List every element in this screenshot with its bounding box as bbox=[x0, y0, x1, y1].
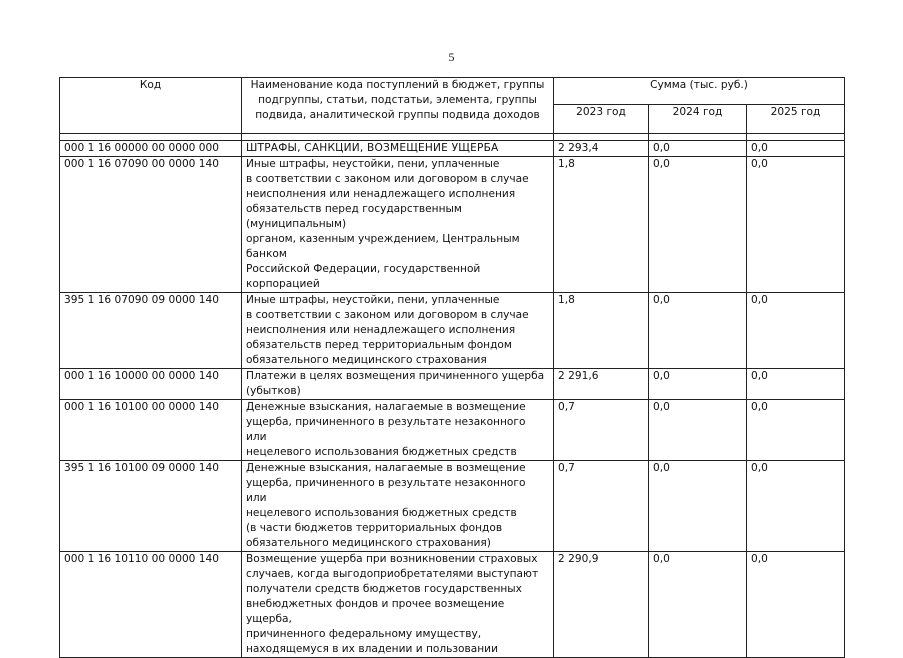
row-2024: 0,0 bbox=[649, 293, 747, 369]
row-2023: 2 293,4 bbox=[554, 141, 649, 157]
row-2024: 0,0 bbox=[649, 157, 747, 293]
row-2025: 0,0 bbox=[747, 369, 845, 400]
table-row bbox=[60, 293, 845, 369]
row-name: Иные штрафы, неустойки, пени, уплаченные в соответствии с законом или договором в случае неисполнения или ненадлежащего исполнения обязательств перед государственным (муниципальным) органом, казенным учреждением, Центральным банком Российской Федерации, государственной корпорацией bbox=[242, 157, 554, 293]
row-code: 000 1 16 07090 00 0000 140 bbox=[60, 157, 242, 293]
header-year-2023: 2023 год bbox=[554, 105, 649, 134]
row-2025: 0,0 bbox=[747, 552, 845, 658]
table-row bbox=[60, 157, 845, 293]
row-code: 000 1 16 10000 00 0000 140 bbox=[60, 369, 242, 400]
row-code: 000 1 16 10100 00 0000 140 bbox=[60, 400, 242, 461]
table-row bbox=[60, 461, 845, 552]
row-2025: 0,0 bbox=[747, 293, 845, 369]
table-row bbox=[60, 141, 845, 157]
row-2025: 0,0 bbox=[747, 157, 845, 293]
header-code: Код bbox=[60, 78, 242, 134]
row-2024: 0,0 bbox=[649, 461, 747, 552]
row-2024: 0,0 bbox=[649, 552, 747, 658]
table-row bbox=[60, 400, 845, 461]
row-2024: 0,0 bbox=[649, 400, 747, 461]
row-2023: 2 291,6 bbox=[554, 369, 649, 400]
revenue-table bbox=[59, 77, 845, 658]
row-2023: 2 290,9 bbox=[554, 552, 649, 658]
header-sum: Сумма (тыс. руб.) bbox=[554, 78, 845, 105]
header-row bbox=[60, 78, 845, 105]
row-2025: 0,0 bbox=[747, 461, 845, 552]
row-2024: 0,0 bbox=[649, 141, 747, 157]
row-2023: 1,8 bbox=[554, 157, 649, 293]
row-name: Платежи в целях возмещения причиненного ущерба (убытков) bbox=[242, 369, 554, 400]
row-name: Иные штрафы, неустойки, пени, уплаченные в соответствии с законом или договором в случае неисполнения или ненадлежащего исполнения обязательств перед территориальным фондом обязательного медицинского страхования bbox=[242, 293, 554, 369]
row-name: Возмещение ущерба при возникновении страховых случаев, когда выгодоприобретателями выступают получатели средств бюджетов государственных внебюджетных фондов и прочее возмещение ущерба, причиненного федеральному имуществу, находящемуся в их владении и пользовании bbox=[242, 552, 554, 658]
row-2024: 0,0 bbox=[649, 369, 747, 400]
header-year-2025: 2025 год bbox=[747, 105, 845, 134]
row-code: 000 1 16 10110 00 0000 140 bbox=[60, 552, 242, 658]
row-code: 395 1 16 10100 09 0000 140 bbox=[60, 461, 242, 552]
table-row bbox=[60, 369, 845, 400]
row-code: 000 1 16 00000 00 0000 000 bbox=[60, 141, 242, 157]
header-year-2024: 2024 год bbox=[649, 105, 747, 134]
row-name: Денежные взыскания, налагаемые в возмещение ущерба, причиненного в результате незаконного или нецелевого использования бюджетных средств (в части бюджетов территориальных фондов обязательного медицинского страхования) bbox=[242, 461, 554, 552]
row-2025: 0,0 bbox=[747, 400, 845, 461]
header-spacer bbox=[60, 134, 845, 141]
row-2023: 1,8 bbox=[554, 293, 649, 369]
row-2023: 0,7 bbox=[554, 400, 649, 461]
row-code: 395 1 16 07090 09 0000 140 bbox=[60, 293, 242, 369]
header-name: Наименование кода поступлений в бюджет, группы подгруппы, статьи, подстатьи, элемента, группы подвида, аналитической группы подвида доходов bbox=[242, 78, 554, 134]
row-name: ШТРАФЫ, САНКЦИИ, ВОЗМЕЩЕНИЕ УЩЕРБА bbox=[242, 141, 554, 157]
row-2025: 0,0 bbox=[747, 141, 845, 157]
row-name: Денежные взыскания, налагаемые в возмещение ущерба, причиненного в результате незаконного или нецелевого использования бюджетных средств bbox=[242, 400, 554, 461]
row-2023: 0,7 bbox=[554, 461, 649, 552]
table-row bbox=[60, 552, 845, 658]
page-number: 5 bbox=[448, 50, 455, 64]
